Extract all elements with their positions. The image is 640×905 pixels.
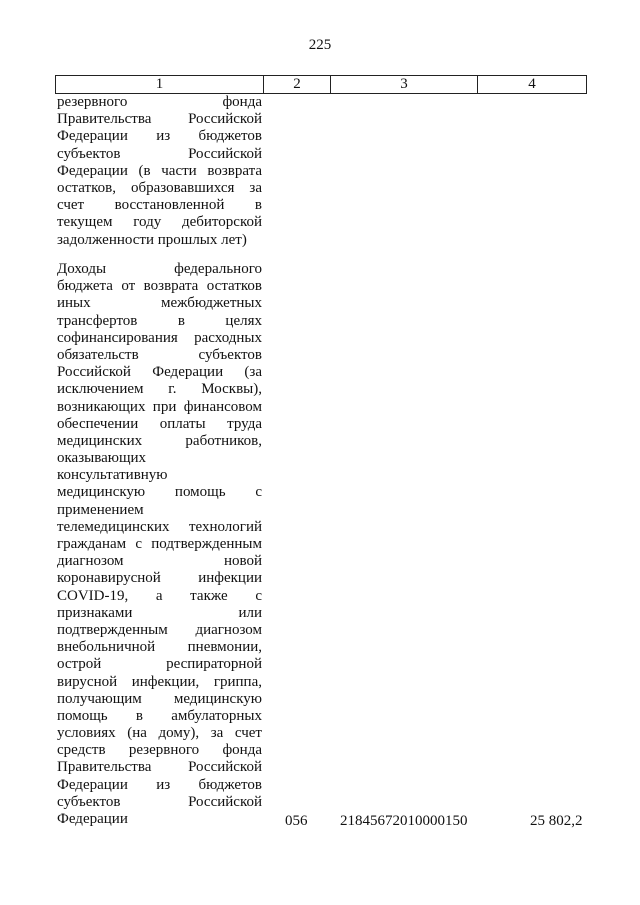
text-line: признаками или bbox=[57, 604, 262, 621]
text-line: Федерации из бюджетов bbox=[57, 128, 262, 145]
header-col-4: 4 bbox=[478, 76, 587, 94]
text-line: счет восстановленной в bbox=[57, 197, 262, 214]
text-line: трансфертов в целях bbox=[57, 312, 262, 329]
text-line: COVID-19, а также с bbox=[57, 587, 262, 604]
kbk-code: 21845672010000150 bbox=[340, 813, 468, 829]
text-line: коронавирусной инфекции bbox=[57, 570, 262, 587]
text-line: острой респираторной bbox=[57, 656, 262, 673]
text-line: текущем году дебиторской bbox=[57, 214, 262, 231]
admin-code: 056 bbox=[285, 813, 308, 829]
text-line: медицинскую помощь с bbox=[57, 484, 262, 501]
text-line: подтвержденным диагнозом bbox=[57, 621, 262, 638]
text-line: Федерации (в части возврата bbox=[57, 162, 262, 179]
table-header bbox=[55, 75, 587, 94]
text-line: помощь в амбулаторных bbox=[57, 707, 262, 724]
text-line: субъектов Российской bbox=[57, 145, 262, 162]
text-line: телемедицинских технологий bbox=[57, 518, 262, 535]
text-line: оказывающих bbox=[57, 450, 147, 467]
header-col-3: 3 bbox=[331, 76, 478, 94]
header-col-1: 1 bbox=[56, 76, 264, 94]
text-line: вирусной инфекции, гриппа, bbox=[57, 673, 262, 690]
text-line: медицинских работников, bbox=[57, 432, 262, 449]
text-line: Российской Федерации (за bbox=[57, 364, 262, 381]
text-line: субъектов Российской bbox=[57, 793, 262, 810]
text-line: исключением г. Москвы), bbox=[57, 381, 262, 398]
text-line: внебольничной пневмонии, bbox=[57, 639, 262, 656]
page-number: 225 bbox=[308, 37, 332, 53]
text-line: бюджета от возврата остатков bbox=[57, 278, 262, 295]
text-line: обязательств субъектов bbox=[57, 346, 262, 363]
header-col-2: 2 bbox=[264, 76, 331, 94]
text-line: возникающих при финансовом bbox=[57, 398, 262, 415]
text-line: средств резервного фонда bbox=[57, 742, 262, 759]
text-line: применением bbox=[57, 501, 144, 518]
text-line: обеспечении оплаты труда bbox=[57, 415, 262, 432]
text-line: получающим медицинскую bbox=[57, 690, 262, 707]
text-line: резервного фонда bbox=[57, 94, 262, 110]
text-line: Правительства Российской bbox=[57, 759, 262, 776]
amount-value: 25 802,2 bbox=[530, 813, 583, 829]
text-line: остатков, образовавшихся за bbox=[57, 179, 262, 196]
text-line: Федерации из бюджетов bbox=[57, 776, 262, 793]
text-line: гражданам с подтвержденным bbox=[57, 536, 262, 552]
text-line: Федерации bbox=[57, 811, 128, 827]
text-line: консультативную bbox=[57, 467, 168, 484]
text-line: софинансирования расходных bbox=[57, 329, 262, 346]
text-line: диагнозом новой bbox=[57, 553, 262, 570]
income-description bbox=[57, 261, 262, 828]
text-line: иных межбюджетных bbox=[57, 295, 262, 312]
text-line: Доходы федерального bbox=[57, 261, 262, 277]
text-line: Правительства Российской bbox=[57, 111, 262, 128]
text-line: условиях (на дому), за счет bbox=[57, 725, 262, 742]
continued-description bbox=[57, 94, 262, 249]
text-line: задолженности прошлых лет) bbox=[57, 231, 247, 248]
